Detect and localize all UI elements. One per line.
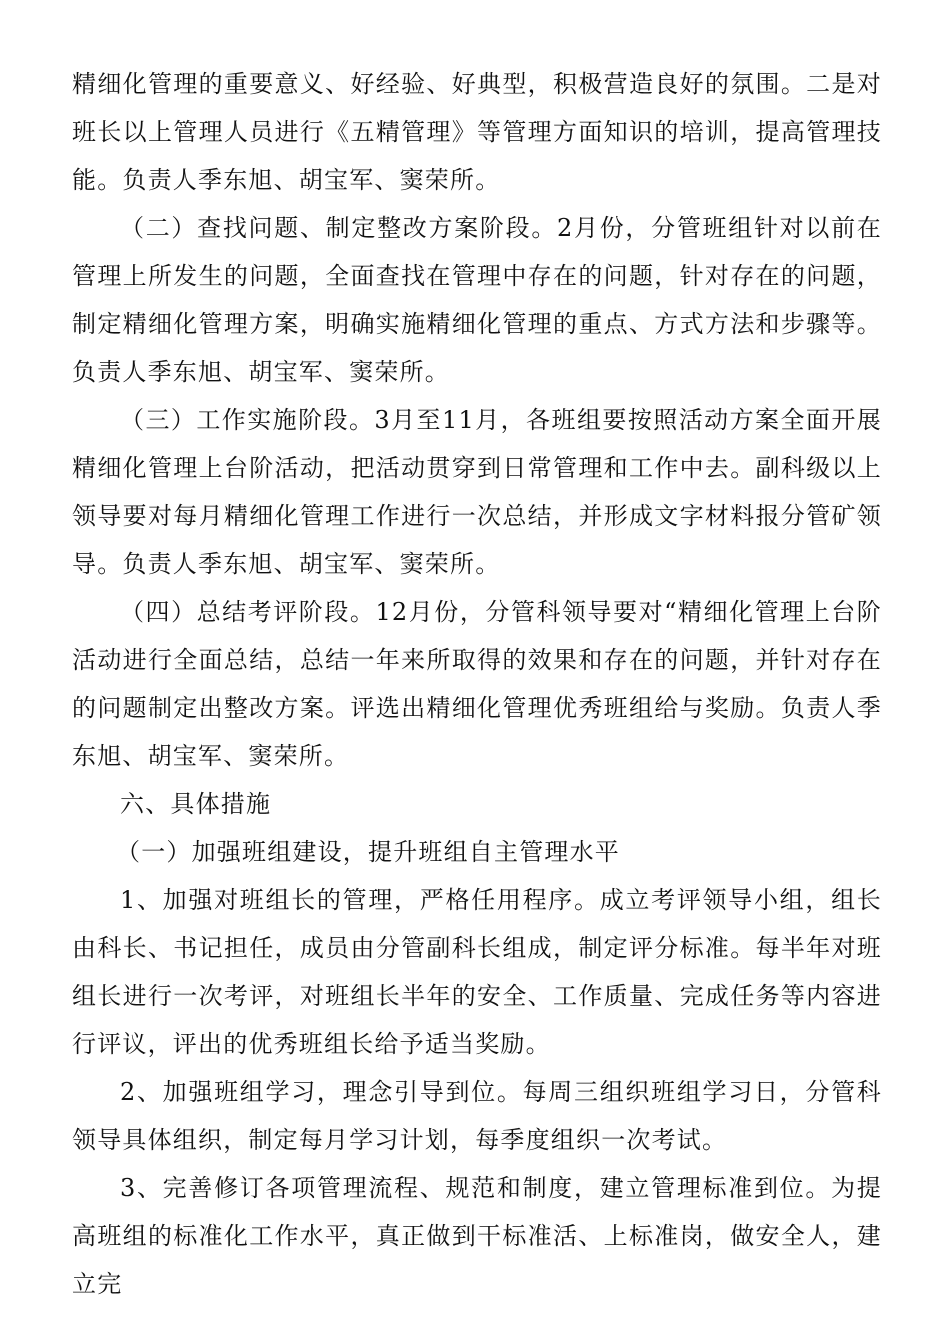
section-heading-measures: 六、具体措施 <box>120 790 272 818</box>
paragraph-stage-four: （四）总结考评阶段。12月份，分管科领导要对“精细化管理上台阶活动进行全面总结，总结一年来所取得的效果和存在的问题，并针对存在的问题制定出整改方案。评选出精细化管理优秀班组给与奖励。负责人季东旭、胡宝军、窦荣所。 <box>72 598 882 770</box>
paragraph-item-2: 2、加强班组学习，理念引导到位。每周三组织班组学习日，分管科领导具体组织，制定每月学习计划，每季度组织一次考试。 <box>72 1078 882 1154</box>
document-body <box>72 60 882 1308</box>
paragraph-continuation: 精细化管理的重要意义、好经验、好典型，积极营造良好的氛围。二是对班长以上管理人员进行《五精管理》等管理方面知识的培训，提高管理技能。负责人季东旭、胡宝军、窦荣所。 <box>72 70 882 194</box>
paragraph-stage-two: （二）查找问题、制定整改方案阶段。2月份，分管班组针对以前在管理上所发生的问题，全面查找在管理中存在的问题，针对存在的问题，制定精细化管理方案，明确实施精细化管理的重点、方式方法和步骤等。负责人季东旭、胡宝军、窦荣所。 <box>72 214 882 386</box>
paragraph-item-3: 3、完善修订各项管理流程、规范和制度，建立管理标准到位。为提高班组的标准化工作水平，真正做到干标准活、上标准岗，做安全人，建立完 <box>72 1174 882 1298</box>
paragraph-item-1: 1、加强对班组长的管理，严格任用程序。成立考评领导小组，组长由科长、书记担任，成员由分管副科长组成，制定评分标准。每半年对班组长进行一次考评，对班组长半年的安全、工作质量、完成任务等内容进行评议，评出的优秀班组长给予适当奖励。 <box>72 886 882 1058</box>
paragraph-stage-three: （三）工作实施阶段。3月至11月，各班组要按照活动方案全面开展精细化管理上台阶活动，把活动贯穿到日常管理和工作中去。副科级以上领导要对每月精细化管理工作进行一次总结，并形成文字材料报分管矿领导。负责人季东旭、胡宝军、窦荣所。 <box>72 406 882 578</box>
subsection-heading-team-building: （一）加强班组建设，提升班组自主管理水平 <box>116 838 620 866</box>
